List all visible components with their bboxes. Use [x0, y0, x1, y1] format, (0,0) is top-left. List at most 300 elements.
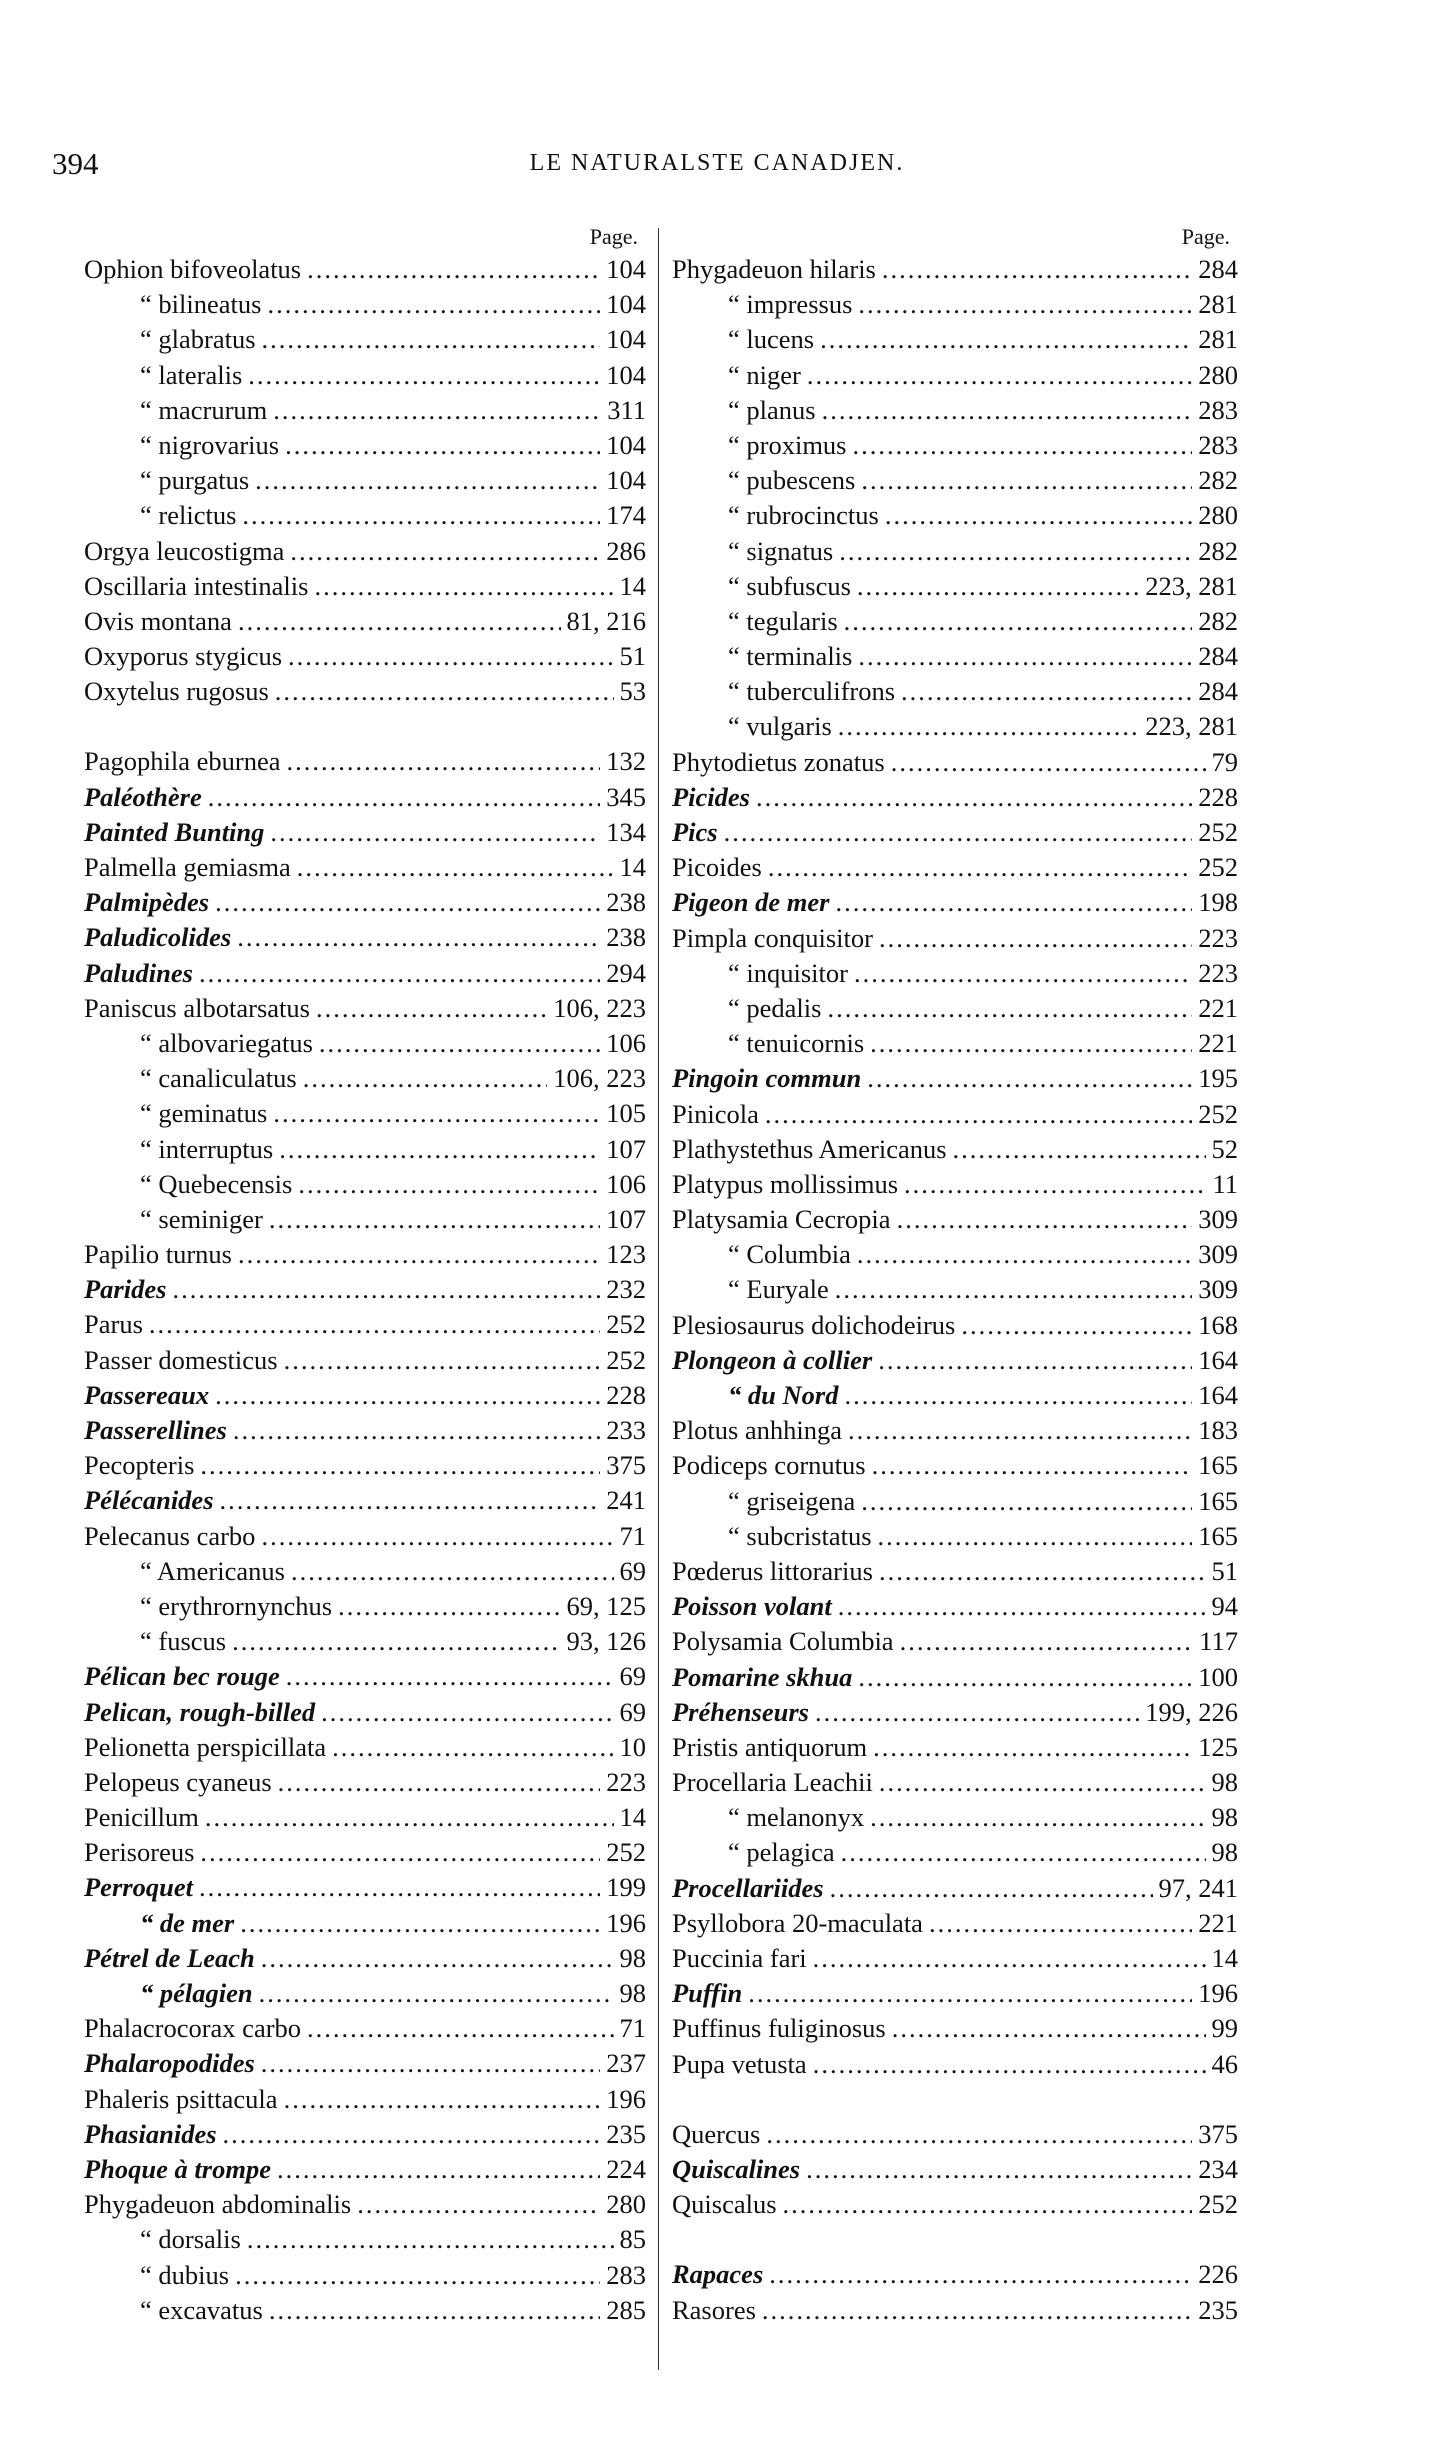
entry-name: Papilio turnus [84, 1239, 232, 1270]
index-entry [84, 1448, 646, 1483]
entry-name: Plongeon à collier [672, 1344, 873, 1375]
entry-name: “ dubius [140, 2259, 230, 2290]
index-column-right [672, 222, 1238, 2328]
entry-page: 221 [1198, 1907, 1238, 1938]
entry-name: “ albovariegatus [140, 1027, 313, 1058]
entry-page: 286 [606, 535, 646, 566]
entry-page: 69 [619, 1661, 646, 1692]
index-entry [672, 2257, 1238, 2292]
column-header-page: Page. [1181, 224, 1230, 249]
dot-leader [247, 2222, 614, 2257]
entry-name: “ glabratus [140, 324, 256, 355]
index-entry [84, 1413, 646, 1448]
entry-name: Oxyporus stygicus [84, 641, 283, 672]
entry-name: Perroquet [84, 1872, 193, 1903]
entry-name: “ macrurum [140, 394, 268, 425]
entry-page: 51 [1211, 1555, 1238, 1586]
dot-leader [248, 358, 600, 393]
index-entry [84, 744, 646, 779]
entry-name: Picides [672, 781, 750, 812]
dot-leader [220, 1483, 601, 1518]
column-header-page: Page. [589, 224, 638, 249]
entry-name: “ proximus [728, 429, 847, 460]
entry-name: Plathystethus Americanus [672, 1133, 947, 1164]
index-entry [672, 498, 1238, 533]
dot-leader [827, 991, 1192, 1026]
dot-leader [858, 639, 1192, 674]
entry-page: 106, 223 [553, 1063, 646, 1094]
entry-page: 93, 126 [566, 1626, 646, 1657]
index-entry [672, 815, 1238, 850]
entry-page: 51 [619, 641, 646, 672]
entry-page: 223, 281 [1145, 711, 1238, 742]
entry-page: 282 [1198, 535, 1238, 566]
entry-page: 281 [1198, 289, 1238, 320]
entry-page: 221 [1198, 992, 1238, 1023]
dot-leader [261, 1941, 614, 1976]
index-entry [84, 1307, 646, 1342]
entry-name: “ pubescens [728, 465, 856, 496]
dot-leader [261, 2046, 600, 2081]
entry-name: “ pelagica [728, 1837, 835, 1868]
dot-leader [240, 1906, 600, 1941]
entry-page: 223 [1198, 957, 1238, 988]
entry-name: Puffin [672, 1978, 743, 2009]
index-entry [672, 885, 1238, 920]
dot-leader [879, 921, 1192, 956]
dot-leader [904, 1167, 1206, 1202]
entry-name: Polysamia Columbia [672, 1626, 894, 1657]
index-entry [84, 1659, 646, 1694]
entry-page: 104 [606, 254, 646, 284]
entry-name: “ inquisitor [728, 957, 848, 988]
entry-name: “ interruptus [140, 1133, 274, 1164]
dot-leader [844, 604, 1193, 639]
dot-leader [748, 1976, 1192, 2011]
index-entry [672, 358, 1238, 393]
dot-leader [822, 393, 1193, 428]
entry-name: “ tenuicornis [728, 1028, 865, 1059]
entry-page: 164 [1198, 1380, 1238, 1410]
entry-page: 198 [1198, 887, 1238, 918]
entry-name: Palmella gemiasma [84, 852, 291, 882]
entry-name: Paludicolides [84, 922, 232, 953]
entry-page: 238 [606, 922, 646, 953]
dot-leader [237, 920, 600, 955]
entry-name: “ terminalis [728, 641, 853, 672]
index-entry [84, 2117, 646, 2152]
entry-page: 85 [619, 2224, 646, 2255]
index-entry [672, 1343, 1238, 1378]
dot-leader [857, 569, 1139, 604]
dot-leader [879, 1554, 1206, 1589]
dot-leader [200, 1835, 600, 1870]
index-entry [672, 1835, 1238, 1870]
entry-page: 165 [1198, 1450, 1238, 1481]
entry-page: 125 [1198, 1731, 1238, 1762]
dot-leader [830, 1871, 1153, 1906]
entry-name: Pimpla conquisitor [672, 922, 873, 953]
entry-page: 71 [619, 1520, 646, 1551]
index-entry [84, 1976, 646, 2011]
entry-page: 14 [619, 570, 646, 601]
entry-page: 79 [1211, 746, 1238, 777]
entry-name: “ griseigena [728, 1485, 856, 1516]
entry-page: 237 [606, 2048, 646, 2079]
dot-leader [232, 1624, 560, 1659]
entry-page: 284 [1198, 676, 1238, 707]
index-entry [672, 1906, 1238, 1941]
entry-page: 252 [1198, 1098, 1238, 1129]
index-entry [84, 2293, 646, 2328]
index-entry [672, 921, 1238, 956]
dot-leader [238, 604, 561, 639]
entry-page: 228 [606, 1379, 646, 1410]
index-entry [84, 1167, 646, 1202]
entry-name: “ bilineatus [140, 289, 262, 320]
index-entry [672, 322, 1238, 357]
entry-name: “ relictus [140, 500, 237, 531]
entry-name: “ tegularis [728, 605, 838, 636]
entry-name: “ pedalis [728, 992, 822, 1023]
entry-page: 252 [1198, 2189, 1238, 2220]
dot-leader [172, 1272, 600, 1307]
dot-leader [807, 358, 1192, 393]
index-entry [84, 569, 646, 604]
entry-name: “ de mer [140, 1907, 235, 1938]
dot-leader [861, 463, 1192, 498]
entry-page: 105 [606, 1098, 646, 1129]
index-entry [672, 2152, 1238, 2187]
dot-leader [284, 1343, 601, 1378]
dot-leader [261, 1519, 613, 1554]
dot-leader [879, 1765, 1206, 1800]
entry-page: 174 [606, 500, 646, 531]
entry-page: 69 [619, 1555, 646, 1586]
index-entry [84, 1765, 646, 1800]
dot-leader [259, 1976, 614, 2011]
entry-page: 375 [606, 1450, 646, 1481]
entry-name: “ Euryale [728, 1274, 829, 1305]
index-entry [84, 1835, 646, 1870]
dot-leader [298, 1167, 600, 1202]
entry-page: 104 [606, 324, 646, 355]
index-entry [84, 1870, 646, 1905]
entry-page: 71 [619, 2013, 646, 2044]
index-entry [672, 1624, 1238, 1659]
index-entry [84, 885, 646, 920]
dot-leader [901, 674, 1192, 709]
index-entry [84, 1132, 646, 1167]
entry-name: “ Americanus [140, 1555, 285, 1586]
index-entry [84, 428, 646, 463]
dot-leader [284, 2082, 601, 2117]
index-entry [672, 709, 1238, 744]
index-entry [672, 1871, 1238, 1906]
entry-page: 283 [1198, 429, 1238, 460]
entry-name: “ melanonyx [728, 1802, 865, 1833]
dot-leader [766, 2117, 1192, 2152]
entry-name: “ subfuscus [728, 570, 851, 601]
dot-leader [854, 956, 1192, 991]
dot-leader [262, 322, 601, 357]
dot-leader [853, 428, 1193, 463]
entry-name: “ nigrovarius [140, 429, 280, 460]
dot-leader [838, 709, 1139, 744]
index-entry [672, 1202, 1238, 1237]
index-entry [84, 2082, 646, 2117]
dot-leader [885, 498, 1192, 533]
entry-page: 221 [1198, 1028, 1238, 1059]
dot-leader [270, 815, 600, 850]
entry-page: 195 [1198, 1063, 1238, 1094]
dot-leader [815, 1695, 1139, 1730]
entry-name: Palmipèdes [84, 887, 210, 918]
entry-name: “ fuscus [140, 1626, 227, 1657]
entry-page: 223 [606, 1766, 646, 1797]
dot-leader [297, 850, 614, 885]
entry-page: 10 [619, 1731, 646, 1762]
index-entry [84, 1695, 646, 1730]
entry-page: 165 [1198, 1520, 1238, 1551]
index-entry [672, 1026, 1238, 1061]
entry-name: Puffinus fuliginosus [672, 2013, 886, 2044]
index-entry [672, 1484, 1238, 1519]
entry-page: 311 [607, 394, 646, 425]
dot-leader [836, 885, 1193, 920]
entry-name: “ Columbia [728, 1239, 851, 1270]
entry-name: Pecopteris [84, 1450, 195, 1481]
dot-leader [285, 428, 600, 463]
entry-name: Pristis antiquorum [672, 1731, 868, 1762]
dot-leader [882, 252, 1192, 287]
dot-leader [316, 991, 547, 1026]
dot-leader [870, 1800, 1205, 1835]
dot-leader [769, 2257, 1192, 2292]
entry-page: 134 [606, 816, 646, 847]
index-entry [84, 1730, 646, 1765]
dot-leader [242, 498, 600, 533]
index-entry [672, 991, 1238, 1026]
entry-name: Parides [84, 1274, 167, 1305]
entry-page: 165 [1198, 1485, 1238, 1516]
index-entry [84, 1343, 646, 1378]
dot-leader [724, 815, 1193, 850]
entry-page: 252 [1198, 817, 1238, 847]
page-number: 394 [52, 146, 99, 181]
index-entry [672, 1976, 1238, 2011]
entry-page: 282 [1198, 465, 1238, 496]
dot-leader [820, 322, 1192, 357]
entry-page: 228 [1198, 781, 1238, 812]
dot-leader [835, 1272, 1192, 1307]
index-entry [672, 2011, 1238, 2046]
dot-leader [861, 1484, 1192, 1519]
dot-leader [275, 674, 614, 709]
entry-page: 196 [606, 2083, 646, 2114]
index-entry [672, 428, 1238, 463]
dot-leader [319, 1026, 600, 1061]
entry-page: 234 [1198, 2153, 1238, 2184]
entry-name: Pagophila eburnea [84, 746, 281, 777]
entry-name: Podiceps cornutus [672, 1450, 866, 1481]
entry-name: Pélécanides [84, 1485, 214, 1516]
dot-leader [273, 1096, 600, 1131]
index-entry [84, 1941, 646, 1976]
dot-leader [223, 2117, 601, 2152]
index-entry [84, 1026, 646, 1061]
dot-leader [806, 2152, 1192, 2187]
index-column-left [84, 222, 646, 2328]
entry-name: Platypus mollissimus [672, 1168, 899, 1199]
entry-page: 106, 223 [553, 992, 646, 1023]
index-entry [672, 1272, 1238, 1307]
dot-leader [813, 1941, 1206, 1976]
entry-name: “ niger [728, 359, 801, 390]
entry-page: 235 [1198, 2294, 1238, 2325]
dot-leader [332, 1730, 613, 1765]
entry-page: 280 [606, 2189, 646, 2220]
dot-leader [897, 1202, 1193, 1237]
entry-name: Picoides [672, 852, 762, 883]
index-entry [672, 2117, 1238, 2152]
index-entry [84, 639, 646, 674]
entry-page: 285 [606, 2294, 646, 2325]
entry-name: Orgya leucostigma [84, 535, 285, 566]
entry-page: 284 [1198, 254, 1238, 284]
entry-page: 132 [606, 746, 646, 777]
entry-name: “ signatus [728, 535, 834, 566]
entry-name: “ impressus [728, 289, 853, 320]
dot-leader [858, 287, 1192, 322]
entry-name: Phalaropodides [84, 2048, 255, 2079]
index-entry [672, 850, 1238, 885]
dot-leader [200, 1448, 600, 1483]
dot-leader [762, 2293, 1192, 2328]
index-entry [672, 780, 1238, 815]
dot-leader [953, 1132, 1206, 1167]
index-entry [672, 1448, 1238, 1483]
index-entry [84, 1096, 646, 1131]
column-divider [658, 228, 659, 2370]
entry-name: Ophion bifoveolatus [84, 254, 302, 284]
entry-name: Poisson volant [672, 1591, 832, 1622]
index-entry [672, 956, 1238, 991]
index-entry [84, 534, 646, 569]
dot-leader [765, 1097, 1192, 1132]
entry-page: 104 [606, 429, 646, 460]
entry-name: “ erythrornynchus [140, 1590, 333, 1621]
dot-leader [233, 1413, 600, 1448]
entry-page: 98 [1211, 1767, 1238, 1798]
index-entry [672, 1237, 1238, 1272]
dot-leader [267, 287, 600, 322]
entry-page: 168 [1198, 1309, 1238, 1340]
entry-page: 223, 281 [1145, 570, 1238, 601]
dot-leader [357, 2187, 600, 2222]
dot-leader [848, 1413, 1192, 1448]
index-entry [84, 1061, 646, 1096]
entry-name: “ purgatus [140, 465, 250, 496]
entry-page: 252 [606, 1344, 646, 1375]
entry-page: 252 [606, 1837, 646, 1868]
entry-name: Plotus anhhinga [672, 1415, 843, 1446]
entry-name: Oxytelus rugosus [84, 676, 269, 707]
index-entry [672, 1097, 1238, 1132]
dot-leader [892, 2011, 1206, 2046]
entry-name: Parus [84, 1309, 143, 1340]
entry-page: 226 [1198, 2259, 1238, 2290]
entry-page: 223 [1198, 922, 1238, 953]
entry-name: Psyllobora 20-maculata [672, 1907, 923, 1938]
dot-leader [215, 1378, 600, 1413]
entry-page: 375 [1198, 2118, 1238, 2149]
dot-leader [838, 1589, 1206, 1624]
dot-leader [844, 1378, 1192, 1413]
index-entry [84, 920, 646, 955]
entry-name: Oscillaria intestinalis [84, 570, 309, 601]
dot-leader [878, 1343, 1192, 1378]
dot-leader [872, 1448, 1193, 1483]
entry-page: 98 [619, 1942, 646, 1973]
entry-page: 14 [619, 852, 646, 882]
entry-name: “ subcristatus [728, 1520, 872, 1551]
dot-leader [235, 2258, 600, 2293]
dot-leader [321, 1695, 613, 1730]
entry-name: “ seminiger [140, 1203, 263, 1234]
dot-leader [839, 534, 1192, 569]
entry-name: Procellaria Leachii [672, 1767, 873, 1798]
dot-leader [291, 1554, 614, 1589]
dot-leader [238, 1237, 600, 1272]
entry-page: 252 [606, 1309, 646, 1340]
dot-leader [813, 2047, 1206, 2082]
entry-page: 94 [1211, 1591, 1238, 1622]
entry-page: 309 [1198, 1239, 1238, 1270]
dot-leader [277, 2152, 600, 2187]
index-entry [84, 991, 646, 1026]
dot-leader [878, 1519, 1193, 1554]
entry-name: “ canaliculatus [140, 1063, 297, 1094]
index-entry [84, 1483, 646, 1518]
entry-name: Ovis montana [84, 605, 232, 636]
index-entry [672, 463, 1238, 498]
entry-page: 104 [606, 465, 646, 496]
entry-page: 164 [1198, 1344, 1238, 1375]
index-entry [84, 1519, 646, 1554]
entry-page: 98 [1211, 1837, 1238, 1868]
index-entry [84, 1202, 646, 1237]
entry-name: Phygadeuon hilaris [672, 254, 876, 284]
entry-name: Platysamia Cecropia [672, 1204, 891, 1235]
entry-page: 98 [1211, 1802, 1238, 1833]
index-entry [672, 534, 1238, 569]
entry-page: 14 [619, 1802, 646, 1833]
dot-leader [756, 780, 1192, 815]
entry-name: Passerellines [84, 1415, 227, 1445]
dot-leader [768, 850, 1192, 885]
entry-page: 281 [1198, 324, 1238, 355]
entry-page: 294 [606, 957, 646, 988]
dot-leader [286, 1659, 614, 1694]
index-entry [672, 287, 1238, 322]
entry-name: Paléothère [84, 781, 202, 812]
dot-leader [929, 1906, 1192, 1941]
entry-name: “ vulgaris [728, 711, 832, 742]
entry-name: “ tuberculifrons [728, 676, 896, 707]
entry-name: Pics [672, 817, 718, 847]
index-entry [84, 1800, 646, 1835]
